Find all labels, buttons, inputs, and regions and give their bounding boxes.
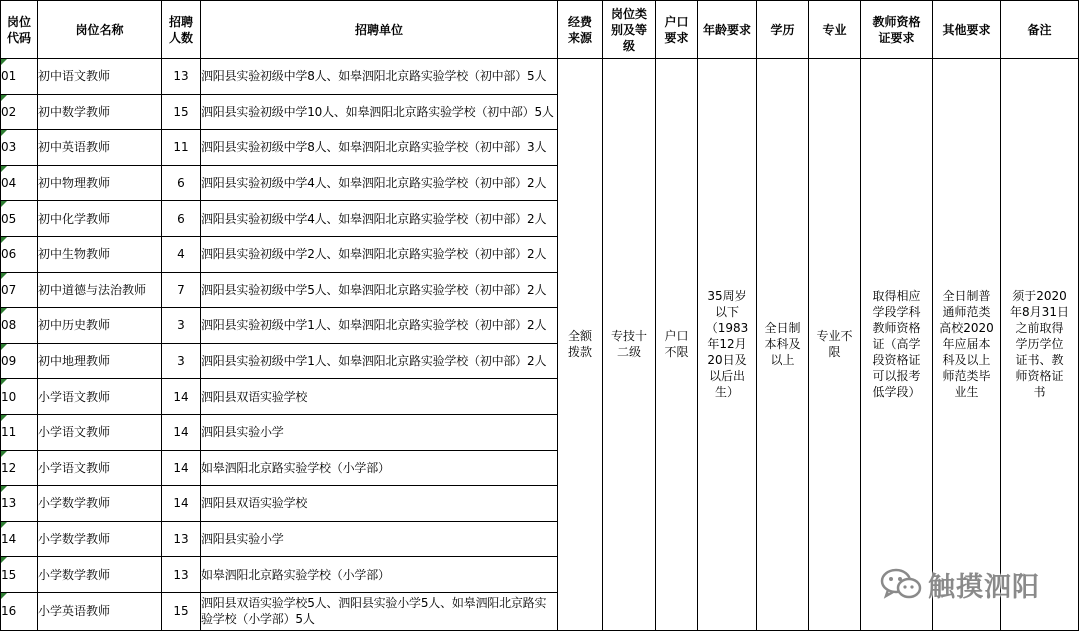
table-row: [1, 59, 1079, 95]
shared-level: 专技十 二级: [603, 59, 656, 631]
position-code: 10: [1, 379, 38, 415]
shared-funding: 全额 拨款: [558, 59, 603, 631]
header-major: 专业: [809, 1, 861, 59]
hire-count: 14: [162, 486, 201, 522]
header-level: 岗位类 别及等 级: [603, 1, 656, 59]
hiring-unit: 泗阳县实验初级中学4人、如皋泗阳北京路实验学校（初中部）2人: [201, 165, 558, 201]
hire-count: 3: [162, 308, 201, 344]
hiring-unit: 泗阳县实验初级中学1人、如皋泗阳北京路实验学校（初中部）2人: [201, 343, 558, 379]
header-code: 岗位 代码: [1, 1, 38, 59]
shared-age: 35周岁 以下 （1983 年12月 20日及 以后出 生）: [698, 59, 757, 631]
hiring-unit: 泗阳县实验初级中学8人、如皋泗阳北京路实验学校（初中部）3人: [201, 130, 558, 166]
hire-count: 4: [162, 236, 201, 272]
position-name: 小学数学教师: [38, 557, 162, 593]
position-code: 15: [1, 557, 38, 593]
position-code: 06: [1, 236, 38, 272]
header-education: 学历: [757, 1, 809, 59]
position-code: 13: [1, 486, 38, 522]
shared-education: 全日制 本科及 以上: [757, 59, 809, 631]
shared-note: 须于2020 年8月31日 之前取得 学历学位 证书、教 师资格证 书: [1001, 59, 1079, 631]
hiring-unit: 泗阳县双语实验学校: [201, 486, 558, 522]
position-code: 02: [1, 94, 38, 130]
hire-count: 14: [162, 450, 201, 486]
header-row: [1, 1, 1079, 59]
position-name: 初中历史教师: [38, 308, 162, 344]
hire-count: 14: [162, 379, 201, 415]
shared-other: 全日制普 通师范类 高校2020 年应届本 科及以上 师范类毕 业生: [933, 59, 1001, 631]
hire-count: 3: [162, 343, 201, 379]
position-name: 初中语文教师: [38, 59, 162, 95]
position-name: 初中生物教师: [38, 236, 162, 272]
position-name: 初中地理教师: [38, 343, 162, 379]
position-code: 14: [1, 521, 38, 557]
hiring-unit: 泗阳县实验小学: [201, 414, 558, 450]
watermark-text: 触摸泗阳: [928, 571, 1040, 603]
header-unit: 招聘单位: [201, 1, 558, 59]
hire-count: 13: [162, 59, 201, 95]
position-code: 05: [1, 201, 38, 237]
watermark: [880, 562, 1075, 606]
hire-count: 11: [162, 130, 201, 166]
position-code: 04: [1, 165, 38, 201]
hire-count: 6: [162, 165, 201, 201]
position-name: 初中数学教师: [38, 94, 162, 130]
position-code: 03: [1, 130, 38, 166]
position-name: 小学语文教师: [38, 414, 162, 450]
header-count: 招聘 人数: [162, 1, 201, 59]
hiring-unit: 泗阳县双语实验学校5人、泗阳县实验小学5人、如皋泗阳北京路实验学校（小学部）5人: [201, 592, 558, 630]
position-name: 小学语文教师: [38, 379, 162, 415]
header-other: 其他要求: [933, 1, 1001, 59]
position-name: 初中化学教师: [38, 201, 162, 237]
position-code: 01: [1, 59, 38, 95]
shared-hukou: 户口 不限: [656, 59, 698, 631]
hire-count: 13: [162, 521, 201, 557]
hiring-unit: 如皋泗阳北京路实验学校（小学部）: [201, 557, 558, 593]
position-code: 08: [1, 308, 38, 344]
hiring-unit: 泗阳县实验初级中学2人、如皋泗阳北京路实验学校（初中部）2人: [201, 236, 558, 272]
hiring-unit: 泗阳县实验小学: [201, 521, 558, 557]
position-name: 初中英语教师: [38, 130, 162, 166]
hiring-unit: 泗阳县实验初级中学10人、如皋泗阳北京路实验学校（初中部）5人: [201, 94, 558, 130]
hire-count: 13: [162, 557, 201, 593]
hiring-unit: 泗阳县实验初级中学4人、如皋泗阳北京路实验学校（初中部）2人: [201, 201, 558, 237]
hire-count: 7: [162, 272, 201, 308]
position-name: 小学数学教师: [38, 486, 162, 522]
position-name: 小学语文教师: [38, 450, 162, 486]
hire-count: 15: [162, 592, 201, 630]
position-code: 16: [1, 592, 38, 630]
header-name: 岗位名称: [38, 1, 162, 59]
position-name: 小学英语教师: [38, 592, 162, 630]
header-funding: 经费 来源: [558, 1, 603, 59]
shared-cert: 取得相应 学段学科 教师资格 证（高学 段资格证 可以报考 低学段）: [861, 59, 933, 631]
hiring-unit: 泗阳县双语实验学校: [201, 379, 558, 415]
header-cert: 教师资格 证要求: [861, 1, 933, 59]
hire-count: 6: [162, 201, 201, 237]
position-code: 07: [1, 272, 38, 308]
hire-count: 14: [162, 414, 201, 450]
wechat-icon: [880, 567, 922, 601]
position-name: 初中物理教师: [38, 165, 162, 201]
hire-count: 15: [162, 94, 201, 130]
header-note: 备注: [1001, 1, 1079, 59]
position-name: 小学数学教师: [38, 521, 162, 557]
header-hukou: 户口 要求: [656, 1, 698, 59]
hiring-unit: 泗阳县实验初级中学8人、如皋泗阳北京路实验学校（初中部）5人: [201, 59, 558, 95]
hiring-unit: 泗阳县实验初级中学5人、如皋泗阳北京路实验学校（初中部）2人: [201, 272, 558, 308]
shared-major: 专业不 限: [809, 59, 861, 631]
position-code: 12: [1, 450, 38, 486]
position-name: 初中道德与法治教师: [38, 272, 162, 308]
header-age: 年龄要求: [698, 1, 757, 59]
position-code: 09: [1, 343, 38, 379]
position-code: 11: [1, 414, 38, 450]
hiring-unit: 泗阳县实验初级中学1人、如皋泗阳北京路实验学校（初中部）2人: [201, 308, 558, 344]
hiring-unit: 如皋泗阳北京路实验学校（小学部）: [201, 450, 558, 486]
